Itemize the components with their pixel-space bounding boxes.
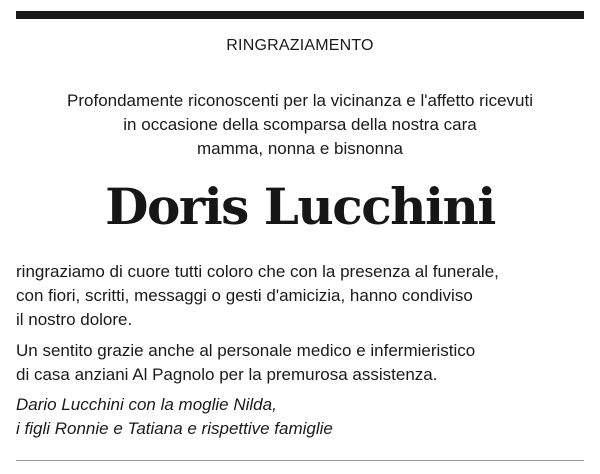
staff-thanks-paragraph bbox=[16, 339, 586, 387]
paragraph-line: ringraziamo di cuore tutti coloro che con la presenza al funerale, bbox=[16, 262, 499, 281]
paragraph-line: il nostro dolore. bbox=[16, 310, 133, 329]
deceased-name: Doris Lucchini bbox=[105, 177, 495, 236]
notice-heading: RINGRAZIAMENTO bbox=[226, 37, 374, 54]
paragraph-line: con fiori, scritti, messaggi o gesti d'amicizia, hanno condiviso bbox=[16, 286, 473, 305]
family-signature bbox=[16, 393, 586, 441]
signature-line: i figli Ronnie e Tatiana e rispettive famiglie bbox=[16, 419, 333, 438]
intro-line: in occasione della scomparsa della nostra cara bbox=[123, 115, 477, 134]
bottom-rule bbox=[16, 460, 584, 461]
intro-text bbox=[20, 89, 580, 161]
paragraph-line: di casa anziani Al Pagnolo per la premurosa assistenza. bbox=[16, 365, 438, 384]
intro-line: mamma, nonna e bisnonna bbox=[196, 139, 404, 158]
thanks-paragraph bbox=[16, 260, 586, 332]
intro-line: Profondamente riconoscenti per la vicinanza e l'affetto ricevuti bbox=[67, 91, 533, 110]
paragraph-line: Un sentito grazie anche al personale medico e infermieristico bbox=[16, 341, 476, 360]
top-rule bbox=[16, 11, 584, 19]
signature-line: Dario Lucchini con la moglie Nilda, bbox=[16, 395, 277, 414]
